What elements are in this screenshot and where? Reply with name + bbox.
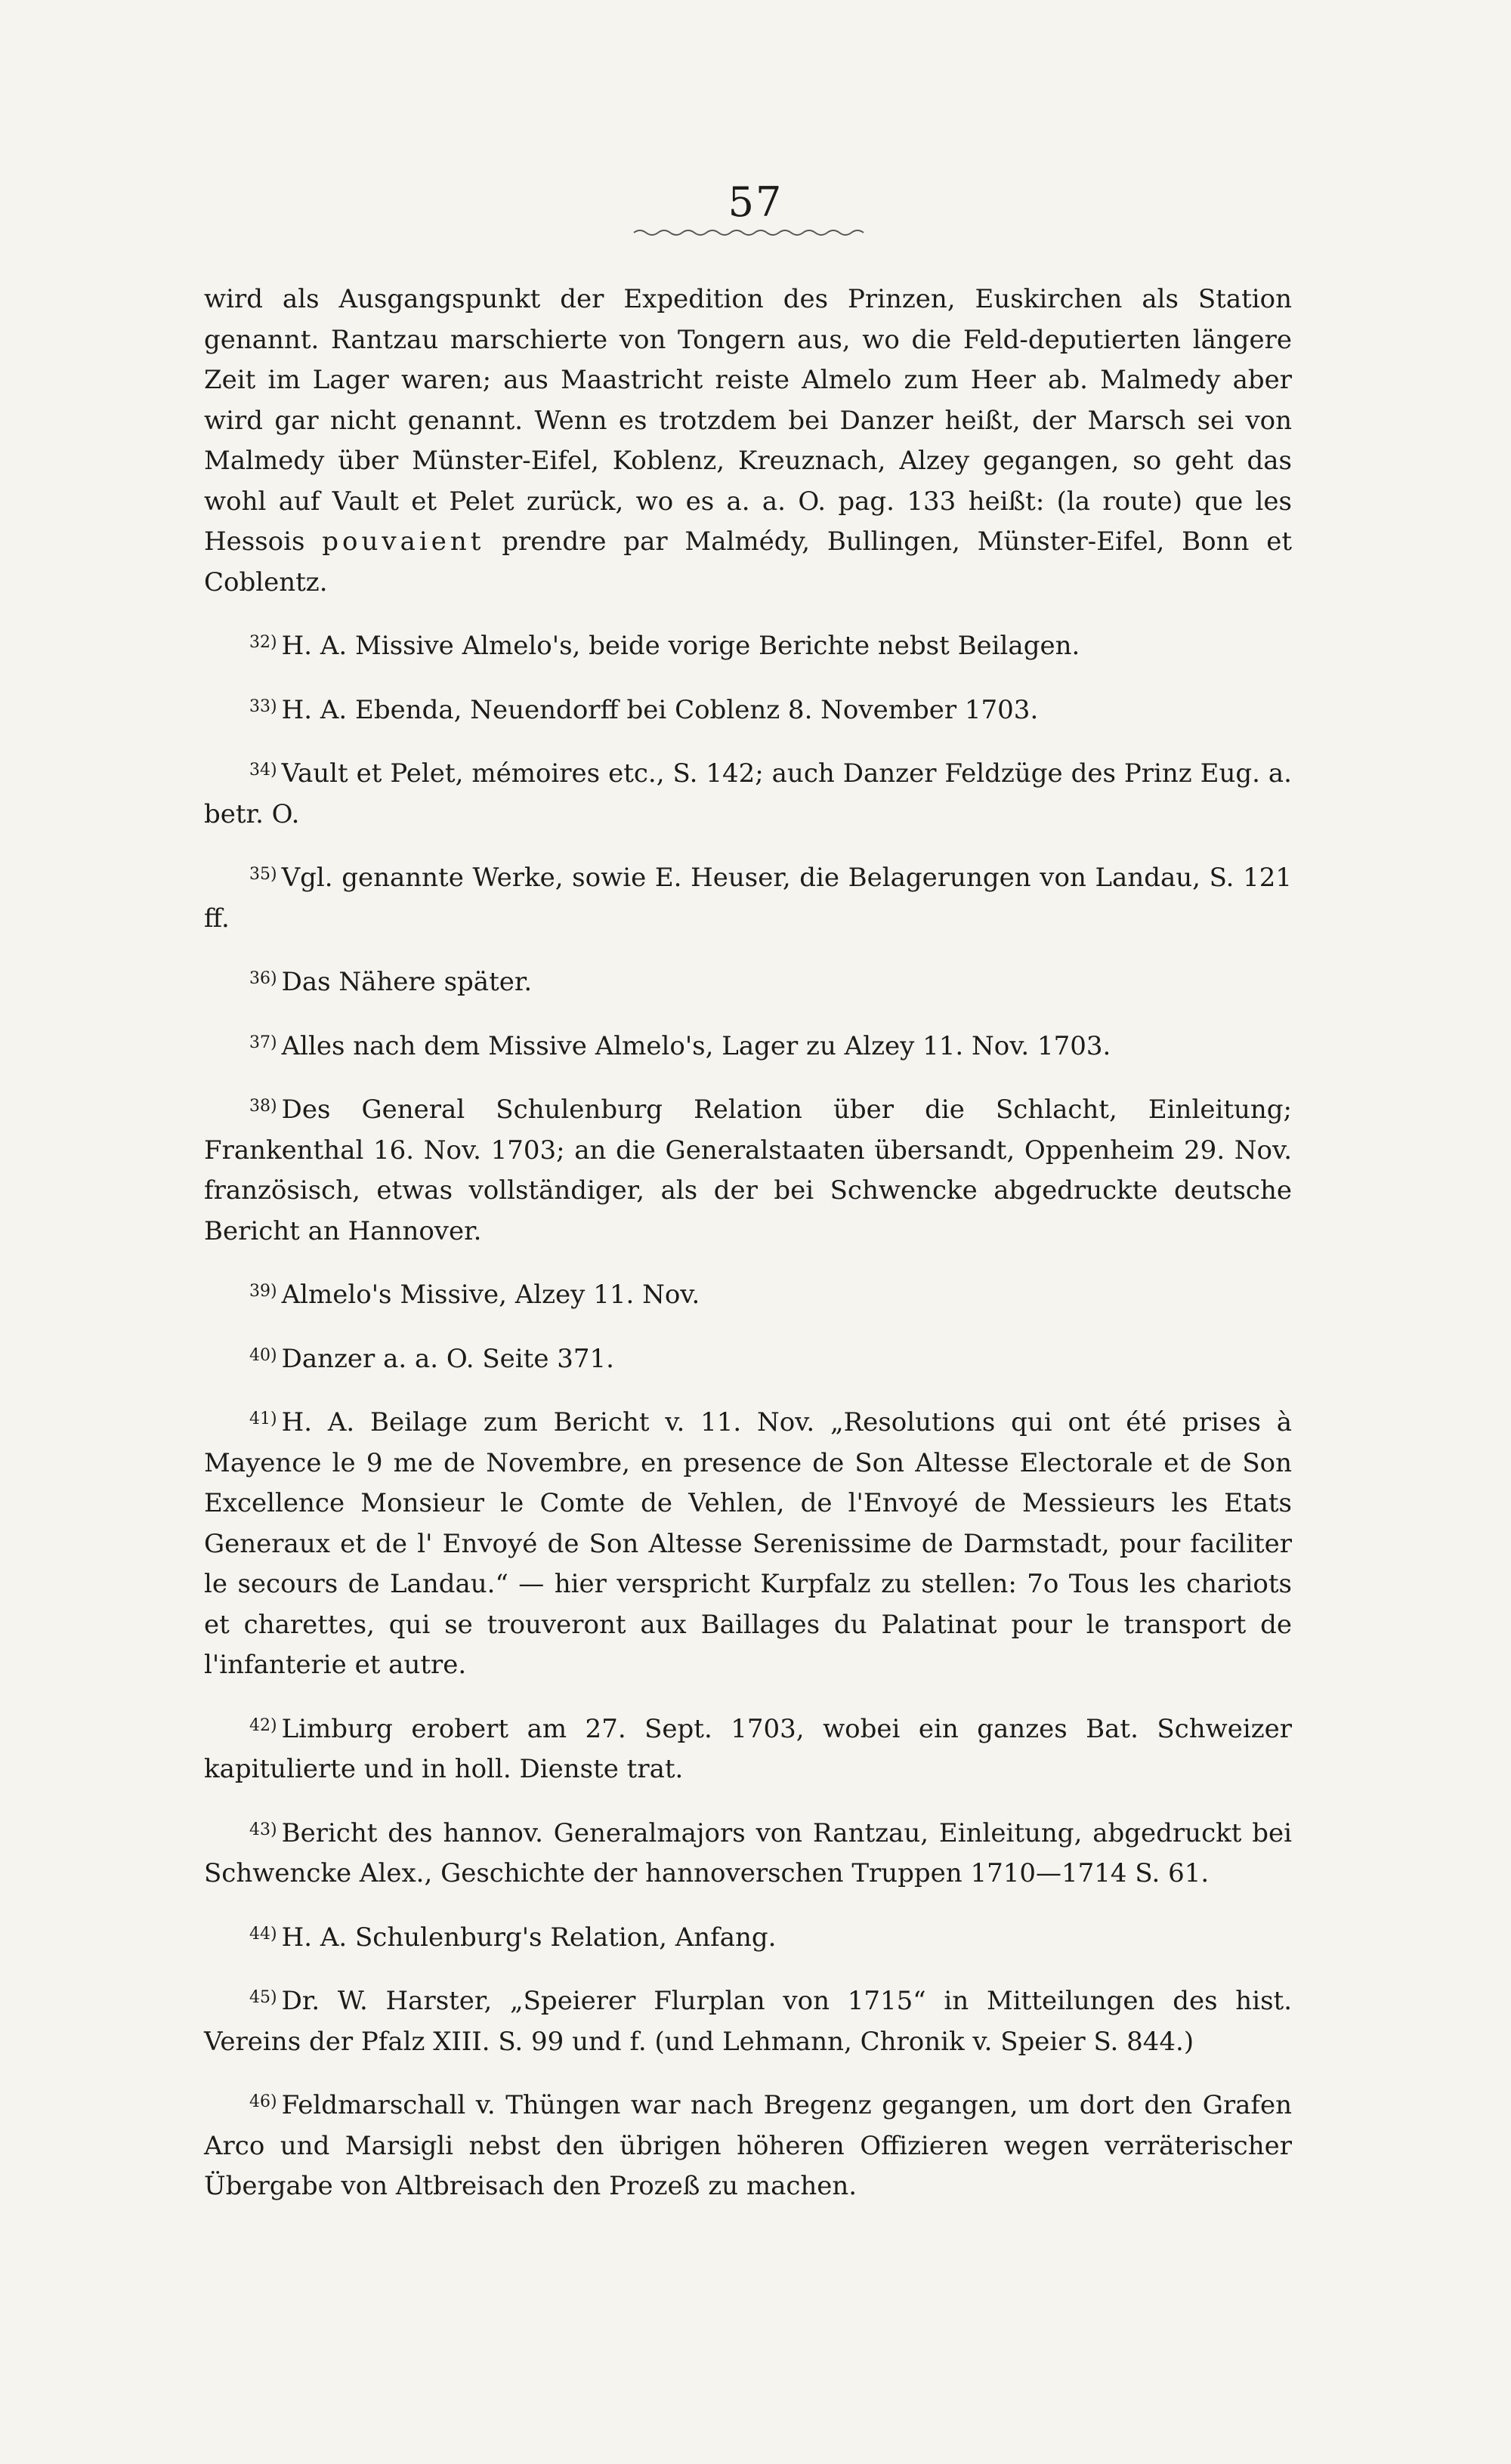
footnote-number: 41) <box>249 1410 277 1428</box>
footnote-number: 35) <box>249 865 277 884</box>
footnote <box>204 1271 1292 1316</box>
footnote-number: 33) <box>249 696 277 716</box>
footnote-text: Vault et Pelet, mémoires etc., S. 142; auch Danzer Feldzüge des Prinz Eug. a. betr. O. <box>204 758 1292 829</box>
footnote-text: Vgl. genannte Werke, sowie E. Heuser, die Belagerungen von Landau, S. 121 ff. <box>204 863 1292 934</box>
footnote-number: 45) <box>249 1988 277 2007</box>
footnote <box>204 1335 1292 1380</box>
footnote <box>204 1023 1292 1067</box>
footnote <box>204 750 1292 835</box>
footnote-number: 40) <box>249 1345 277 1365</box>
footnote <box>204 1810 1292 1894</box>
footnote-text: Dr. W. Harster, „Speierer Flurplan von 1715“ in Mitteilungen des hist. Vereins der Pfalz XIII. S. 99 und f. (und Lehmann, Chronik v. Speier S. 844.) <box>204 1986 1292 2057</box>
footnote-text: H. A. Schulenburg's Relation, Anfang. <box>281 1922 777 1953</box>
footnote-text: Das Nähere später. <box>281 967 533 997</box>
footnote-number: 46) <box>249 2092 277 2111</box>
footnote <box>204 1706 1292 1790</box>
footnote-number: 36) <box>249 969 277 988</box>
decorative-rule-icon <box>631 227 873 239</box>
footnote-number: 39) <box>249 1282 277 1301</box>
footnote-number: 43) <box>249 1820 277 1839</box>
footnote-text: H. A. Beilage zum Bericht v. 11. Nov. „Resolutions qui ont été prises à Mayence le 9 me de Novembre, en presence de Son Altesse Electorale et de Son Excellence Monsieur le Comte de Vehlen, de l'Envoyé de Messieurs les Etats Generaux et de l' Envoyé de Son Altesse Serenissime de Darmstadt, pour faciliter le secours de Landau.“ — hier verspricht Kurpfalz zu stellen: 7o Tous les chariots et charettes, qui se trouveront aux Baillages du Palatinat pour le transport de l'infanterie et autre. <box>204 1407 1292 1680</box>
footnote-number: 38) <box>249 1097 277 1116</box>
footnote-text: Almelo's Missive, Alzey 11. Nov. <box>281 1280 700 1310</box>
footnote-number: 42) <box>249 1715 277 1735</box>
footnote-text: Feldmarschall v. Thüngen war nach Bregenz gegangen, um dort den Grafen Arco und Marsigli nebst den übrigen höheren Offizieren wegen verräterischer Übergabe von Altbreisach den Prozeß zu machen. <box>204 2090 1292 2201</box>
footnote <box>204 1914 1292 1959</box>
footnote <box>204 687 1292 731</box>
footnote <box>204 2082 1292 2207</box>
footnote <box>204 959 1292 1003</box>
spaced-word: pouvaient <box>322 526 485 557</box>
intro-paragraph: wird als Ausgangspunkt der Expedition des Prinzen, Euskirchen als Station genannt. Rantzau marschierte von Tongern aus, wo die Feld-deputierten längere Zeit im Lager waren; aus Maastricht reiste Almelo zum Heer ab. Malmedy aber wird gar nicht genannt. Wenn es trotzdem bei Danzer heißt, der Marsch sei von Malmedy über Münster-Eifel, Koblenz, Kreuznach, Alzey gegangen, so geht das wohl auf Vault et Pelet zurück, wo es a. a. O. pag. 133 heißt: (la route) que les Hessois pouvaient prendre par Malmédy, Bullingen, Münster-Eifel, Bonn et Coblentz. <box>204 284 1292 597</box>
footnote-text: Des General Schulenburg Relation über die Schlacht, Einleitung; Frankenthal 16. Nov. 1703; an die Generalstaaten übersandt, Oppenheim 29. Nov. französisch, etwas vollständiger, als der bei Schwencke abgedruckte deutsche Bericht an Hannover. <box>204 1095 1292 1246</box>
footnote-text: Danzer a. a. O. Seite 371. <box>281 1343 614 1374</box>
footnote <box>204 1399 1292 1686</box>
page-text <box>204 279 1292 2207</box>
footnote-number: 32) <box>249 633 277 652</box>
footnote <box>204 854 1292 939</box>
footnote-number: 37) <box>249 1033 277 1052</box>
footnote-number: 44) <box>249 1924 277 1944</box>
footnote-text: H. A. Missive Almelo's, beide vorige Berichte nebst Beilagen. <box>281 631 1080 661</box>
footnote <box>204 1978 1292 2062</box>
footnote-text: Alles nach dem Missive Almelo's, Lager zu Alzey 11. Nov. 1703. <box>281 1030 1111 1061</box>
footnote-text: Bericht des hannov. Generalmajors von Rantzau, Einleitung, abgedruckt bei Schwencke Alex., Geschichte der hannoverschen Truppen 1710—1714 S. 61. <box>204 1817 1292 1888</box>
page-number: 57 <box>728 178 783 226</box>
footnotes-section <box>204 622 1292 2207</box>
footnote <box>204 622 1292 667</box>
footnote-text: Limburg erobert am 27. Sept. 1703, wobei ein ganzes Bat. Schweizer kapitulierte und in holl. Dienste trat. <box>204 1713 1292 1784</box>
footnote-number: 34) <box>249 761 277 780</box>
footnote-text: H. A. Ebenda, Neuendorff bei Coblenz 8. November 1703. <box>281 694 1039 725</box>
footnote <box>204 1086 1292 1252</box>
